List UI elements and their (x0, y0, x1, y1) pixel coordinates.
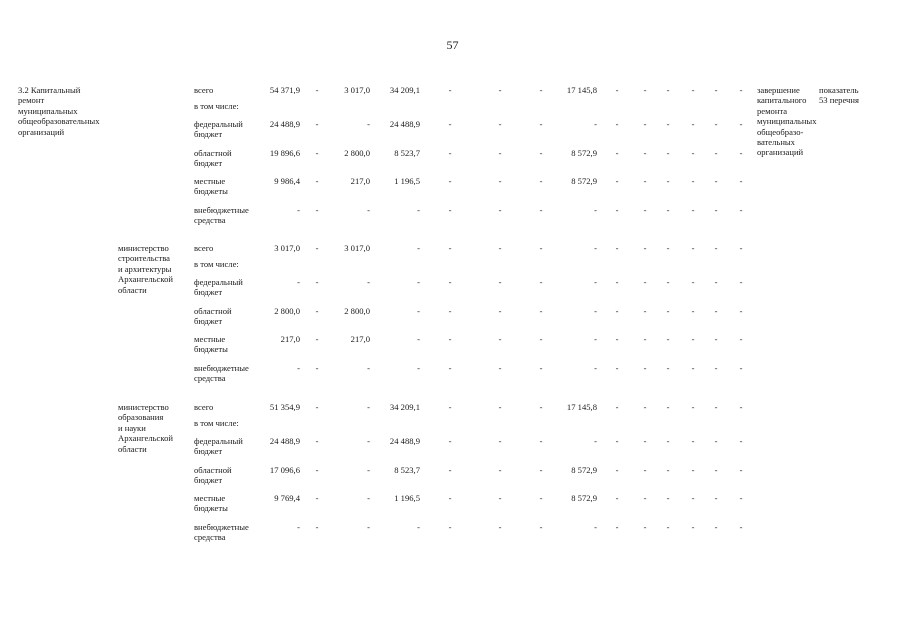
table-cell: - (643, 436, 647, 446)
table-cell: - (367, 436, 370, 446)
target-indicator-line: 53 перечня (819, 95, 859, 106)
table-cell: - (714, 334, 718, 344)
table-cell: - (367, 402, 370, 412)
funding-source-label-line: средства (194, 215, 226, 226)
table-cell: - (666, 402, 670, 412)
table-cell: 1 196,5 (394, 176, 420, 186)
table-cell: - (714, 493, 718, 503)
table-cell: - (297, 522, 300, 532)
table-cell: - (666, 119, 670, 129)
funding-source-label-line: средства (194, 532, 226, 543)
table-cell: - (539, 522, 543, 532)
table-cell: - (315, 176, 319, 186)
table-cell: 24 488,9 (389, 436, 420, 446)
table-cell: - (714, 522, 718, 532)
table-cell: - (666, 465, 670, 475)
table-cell: - (691, 493, 695, 503)
funding-source-label-line: бюджет (194, 158, 223, 169)
table-cell: - (539, 205, 543, 215)
table-cell: - (498, 522, 502, 532)
table-cell: - (691, 334, 695, 344)
item-title-line: общеобразовательных (18, 116, 100, 127)
table-cell: - (691, 363, 695, 373)
funding-source-label (194, 243, 213, 253)
executor-line: строительства (118, 253, 170, 264)
table-cell: - (666, 176, 670, 186)
funding-source-label-line: в том числе: (194, 418, 239, 428)
funding-source-label-line: федеральный (194, 436, 243, 446)
table-cell: 54 371,9 (269, 85, 300, 95)
table-cell: - (643, 306, 647, 316)
item-title-line: муниципальных (18, 105, 78, 116)
table-cell: - (739, 465, 743, 475)
table-cell: - (666, 243, 670, 253)
funding-source-label (194, 101, 239, 111)
table-cell: - (448, 205, 452, 215)
table-cell: - (539, 119, 543, 129)
table-cell: - (739, 306, 743, 316)
table-cell: 34 209,1 (389, 402, 420, 412)
table-cell: 2 800,0 (344, 306, 370, 316)
table-cell: - (714, 205, 718, 215)
table-cell: - (643, 465, 647, 475)
table-cell: - (539, 176, 543, 186)
executor-line: Архангельской (118, 433, 173, 444)
table-cell: - (594, 119, 597, 129)
table-cell: - (643, 119, 647, 129)
table-cell: - (643, 402, 647, 412)
funding-source-label (194, 493, 228, 514)
item-title-line: организаций (18, 126, 65, 137)
table-cell: - (666, 205, 670, 215)
table-cell: - (315, 119, 319, 129)
executor (118, 243, 173, 295)
table-cell: 3 017,0 (344, 243, 370, 253)
funding-source-label-line: федеральный (194, 277, 243, 287)
table-cell: 8 523,7 (394, 148, 420, 158)
funding-source-label-line: всего (194, 243, 214, 253)
table-cell: - (315, 493, 319, 503)
table-cell: 9 986,4 (274, 176, 300, 186)
funding-source-label-line: бюджеты (194, 344, 228, 355)
table-cell: - (643, 522, 647, 532)
executor-line: образования (118, 412, 164, 423)
funding-source-label (194, 418, 239, 428)
table-cell: 217,0 (350, 334, 370, 344)
funding-source-label-line: внебюджетные (194, 363, 249, 373)
table-cell: - (315, 205, 319, 215)
table-cell: - (539, 402, 543, 412)
table-cell: - (448, 436, 452, 446)
table-cell: 17 145,8 (566, 85, 597, 95)
table-cell: - (498, 402, 502, 412)
table-cell: - (315, 334, 319, 344)
table-cell: - (448, 465, 452, 475)
funding-source-label (194, 436, 243, 457)
table-cell: - (714, 306, 718, 316)
funding-source-label-line: бюджеты (194, 186, 228, 197)
table-cell: - (666, 363, 670, 373)
table-cell: - (448, 363, 452, 373)
table-cell: - (615, 465, 619, 475)
table-cell: - (615, 85, 619, 95)
table-cell: - (714, 119, 718, 129)
table-cell: 217,0 (280, 334, 300, 344)
table-cell: - (714, 243, 718, 253)
table-cell: - (448, 493, 452, 503)
table-cell: - (691, 119, 695, 129)
table-cell: - (315, 148, 319, 158)
table-cell: - (714, 148, 718, 158)
expected-result-line: ремонта (757, 105, 788, 116)
table-cell: - (643, 334, 647, 344)
table-cell: - (498, 85, 502, 95)
funding-source-label-line: внебюджетные (194, 205, 249, 215)
table-cell: - (367, 119, 370, 129)
table-cell: - (498, 436, 502, 446)
table-cell: - (643, 243, 647, 253)
table-cell: - (666, 277, 670, 287)
table-cell: - (539, 436, 543, 446)
table-cell: - (714, 465, 718, 475)
funding-source-label (194, 176, 228, 197)
expected-result-line: капитального (757, 95, 807, 106)
table-cell: - (615, 243, 619, 253)
table-cell: 8 572,9 (571, 176, 597, 186)
table-cell: - (643, 176, 647, 186)
table-cell: 51 354,9 (269, 402, 300, 412)
table-cell: - (448, 277, 452, 287)
expected-result-line: завершение (757, 85, 800, 95)
table-cell: - (739, 363, 743, 373)
table-cell: - (448, 402, 452, 412)
table-cell: - (691, 277, 695, 287)
executor-line: министерство (118, 402, 169, 412)
funding-source-label-line: областной (194, 306, 232, 316)
funding-source-label (194, 148, 232, 169)
table-cell: - (739, 522, 743, 532)
funding-source-label (194, 334, 228, 355)
table-cell: - (367, 522, 370, 532)
table-cell: - (714, 363, 718, 373)
table-cell: - (691, 85, 695, 95)
table-cell: - (615, 402, 619, 412)
table-cell: - (666, 85, 670, 95)
table-cell: - (739, 493, 743, 503)
table-cell: - (643, 493, 647, 503)
expected-result-line: организаций (757, 147, 804, 158)
table-cell: - (615, 363, 619, 373)
executor-line: области (118, 443, 147, 454)
table-cell: - (297, 205, 300, 215)
table-cell: 2 800,0 (344, 148, 370, 158)
table-cell: - (498, 148, 502, 158)
executor-line: Архангельской (118, 274, 173, 285)
table-cell: - (498, 277, 502, 287)
table-cell: - (666, 493, 670, 503)
table-cell: - (539, 277, 543, 287)
table-cell: - (315, 436, 319, 446)
page-number: 57 (446, 38, 459, 52)
table-cell: - (315, 363, 319, 373)
table-cell: - (417, 243, 420, 253)
table-cell: - (615, 205, 619, 215)
funding-source-label-line: в том числе: (194, 101, 239, 111)
table-cell: 19 896,6 (269, 148, 300, 158)
table-cell: 8 572,9 (571, 148, 597, 158)
funding-source-label-line: местные (194, 334, 226, 344)
table-cell: - (539, 334, 543, 344)
funding-source-label-line: местные (194, 176, 226, 186)
table-cell: - (594, 205, 597, 215)
table-cell: - (714, 277, 718, 287)
table-cell: - (448, 85, 452, 95)
table-cell: - (643, 148, 647, 158)
table-cell: - (498, 243, 502, 253)
table-cell: - (297, 277, 300, 287)
funding-source-label-line: средства (194, 373, 226, 384)
table-cell: - (539, 306, 543, 316)
funding-source-label-line: бюджет (194, 475, 223, 486)
table-cell: - (367, 277, 370, 287)
funding-source-label-line: бюджеты (194, 503, 228, 514)
table-cell: - (448, 148, 452, 158)
table-cell: - (539, 85, 543, 95)
item-title (18, 85, 100, 137)
funding-source-label-line: областной (194, 148, 232, 158)
table-cell: - (417, 205, 420, 215)
table-cell: - (448, 119, 452, 129)
funding-source-label-line: местные (194, 493, 226, 503)
table-cell: - (315, 243, 319, 253)
table-cell: 8 572,9 (571, 493, 597, 503)
table-cell: - (498, 119, 502, 129)
executor-line: и архитектуры (118, 263, 172, 274)
funding-source-label-line: областной (194, 465, 232, 475)
funding-source-label-line: бюджет (194, 316, 223, 327)
table-cell: - (315, 306, 319, 316)
table-cell: - (691, 436, 695, 446)
table-cell: 17 145,8 (566, 402, 597, 412)
table-cell: - (315, 522, 319, 532)
table-cell: 24 488,9 (269, 119, 300, 129)
funding-source-label-line: всего (194, 85, 214, 95)
table-cell: - (498, 363, 502, 373)
table-cell: - (666, 436, 670, 446)
table-cell: - (498, 334, 502, 344)
table-cell: - (315, 85, 319, 95)
funding-source-label (194, 306, 232, 327)
table-cell: - (615, 176, 619, 186)
table-cell: - (739, 119, 743, 129)
table-cell: - (643, 277, 647, 287)
funding-source-label-line: бюджет (194, 129, 223, 140)
table-cell: - (739, 277, 743, 287)
table-cell: - (691, 176, 695, 186)
executor (118, 402, 173, 454)
table-cell: - (448, 334, 452, 344)
table-cell: - (739, 85, 743, 95)
table-cell: - (666, 334, 670, 344)
table-cell: - (417, 522, 420, 532)
table-cell: - (367, 465, 370, 475)
table-cell: - (315, 277, 319, 287)
table-cell: 2 800,0 (274, 306, 300, 316)
item-title-line: ремонт (18, 95, 45, 106)
table-cell: - (448, 176, 452, 186)
table-cell: 9 769,4 (274, 493, 300, 503)
table-cell: - (594, 436, 597, 446)
table-cell: - (594, 363, 597, 373)
table-cell: - (594, 243, 597, 253)
funding-source-label-line: федеральный (194, 119, 243, 129)
table-cell: - (643, 85, 647, 95)
table-cell: - (643, 205, 647, 215)
table-cell: - (739, 148, 743, 158)
executor-line: и науки (118, 422, 146, 433)
table-cell: - (417, 277, 420, 287)
table-cell: - (714, 176, 718, 186)
table-cell: 217,0 (350, 176, 370, 186)
table-cell: - (714, 436, 718, 446)
expected-result-line: муниципальных (757, 116, 817, 127)
funding-source-label (194, 402, 213, 412)
table-cell: - (498, 493, 502, 503)
expected-result-line: вательных (757, 137, 795, 148)
table-cell: - (691, 243, 695, 253)
table-cell: - (691, 205, 695, 215)
table-cell: - (417, 334, 420, 344)
table-cell: - (498, 176, 502, 186)
table-cell: - (739, 205, 743, 215)
table-cell: 8 523,7 (394, 465, 420, 475)
table-cell: 3 017,0 (344, 85, 370, 95)
target-indicator (819, 85, 859, 106)
table-cell: - (594, 334, 597, 344)
table-cell: - (691, 402, 695, 412)
table-cell: - (539, 493, 543, 503)
table-cell: - (498, 465, 502, 475)
executor-line: области (118, 284, 147, 295)
table-cell: - (367, 363, 370, 373)
table-cell: - (594, 522, 597, 532)
target-indicator-line: показатель (819, 85, 859, 95)
funding-source-label-line: всего (194, 402, 214, 412)
table-cell: - (367, 493, 370, 503)
table-cell: - (615, 119, 619, 129)
expected-result (757, 85, 817, 158)
funding-source-label-line: бюджет (194, 446, 223, 457)
table-cell: - (615, 306, 619, 316)
table-cell: - (739, 334, 743, 344)
table-cell: - (739, 176, 743, 186)
table-cell: 17 096,6 (269, 465, 300, 475)
funding-source-label-line: бюджет (194, 287, 223, 298)
table-cell: - (666, 148, 670, 158)
table-cell: - (691, 465, 695, 475)
table-cell: - (594, 306, 597, 316)
table-cell: - (539, 465, 543, 475)
table-cell: - (297, 363, 300, 373)
table-cell: - (615, 148, 619, 158)
table-cell: - (691, 522, 695, 532)
table-cell: - (615, 277, 619, 287)
funding-source-label-line: в том числе: (194, 259, 239, 269)
table-cell: 8 572,9 (571, 465, 597, 475)
table-cell: - (615, 493, 619, 503)
table-cell: - (539, 148, 543, 158)
table-cell: - (666, 522, 670, 532)
table-cell: - (739, 436, 743, 446)
table-cell: - (498, 306, 502, 316)
table-cell: - (615, 436, 619, 446)
table-cell: 3 017,0 (274, 243, 300, 253)
item-title-line: 3.2 Капитальный (18, 85, 81, 95)
expected-result-line: общеобразо- (757, 126, 804, 137)
table-cell: - (615, 334, 619, 344)
funding-source-label (194, 465, 232, 486)
table-cell: - (448, 306, 452, 316)
table-cell: - (666, 306, 670, 316)
funding-source-label-line: внебюджетные (194, 522, 249, 532)
table-cell: - (417, 363, 420, 373)
table-cell: - (714, 402, 718, 412)
table-cell: - (594, 277, 597, 287)
table-cell: - (739, 243, 743, 253)
table-cell: - (315, 402, 319, 412)
executor-line: министерство (118, 243, 169, 253)
table-cell: - (367, 205, 370, 215)
table-cell: - (417, 306, 420, 316)
table-cell: 1 196,5 (394, 493, 420, 503)
table-cell: - (539, 243, 543, 253)
table-cell: - (448, 243, 452, 253)
table-cell: - (315, 465, 319, 475)
table-cell: 24 488,9 (269, 436, 300, 446)
funding-source-label (194, 259, 239, 269)
table-cell: - (643, 363, 647, 373)
table-cell: - (539, 363, 543, 373)
funding-source-label (194, 119, 243, 140)
table-cell: - (714, 85, 718, 95)
funding-source-label (194, 277, 243, 298)
table-cell: - (691, 148, 695, 158)
table-cell: - (498, 205, 502, 215)
table-cell: - (691, 306, 695, 316)
table-cell: 34 209,1 (389, 85, 420, 95)
table-cell: - (615, 522, 619, 532)
table-cell: 24 488,9 (389, 119, 420, 129)
funding-source-label (194, 85, 213, 95)
table-cell: - (448, 522, 452, 532)
table-cell: - (739, 402, 743, 412)
